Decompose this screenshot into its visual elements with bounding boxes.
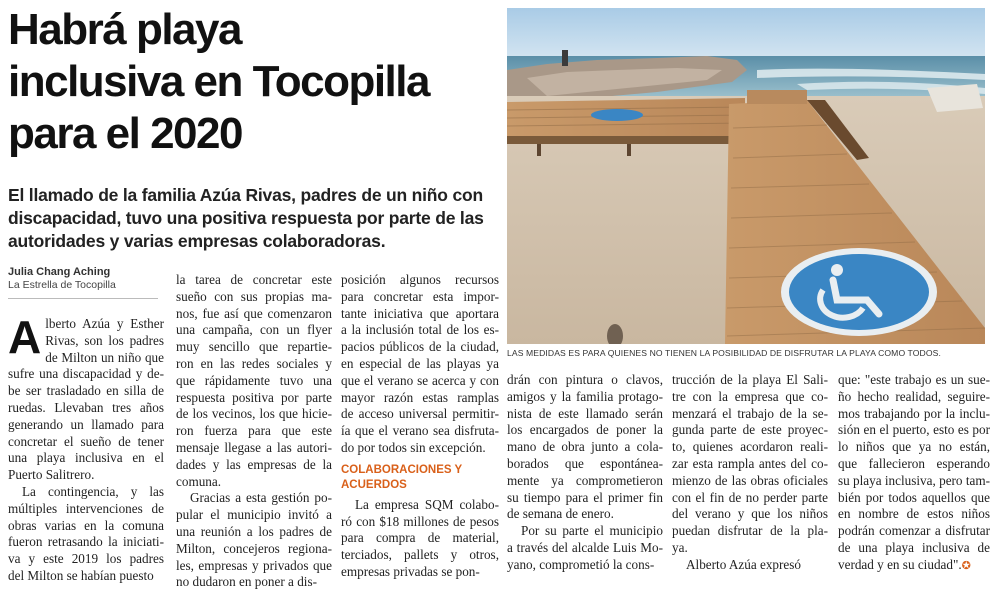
text-line: sufre una discapacidad y de- [8, 366, 164, 382]
section-subhead [341, 463, 499, 493]
sky [507, 8, 985, 63]
paragraph-lines [672, 557, 828, 574]
text-line: los encargados de poner la [507, 422, 663, 438]
text-line: borados que espontánea- [507, 455, 663, 471]
text-line: mos trabajando por la inclu- [838, 405, 990, 421]
text-line: posición algunos recursos [341, 272, 499, 287]
text-line: respuesta positiva por parte [176, 389, 332, 405]
text-line: una playa inclusiva en el [8, 450, 164, 466]
text-line: una reunión a los padres de [176, 523, 332, 539]
text-line: a través del alcalde Luis Mo- [507, 539, 663, 555]
text-line: ño hecho realidad, seguire- [838, 388, 990, 404]
accessibility-symbol-small [591, 109, 643, 121]
text-line: les, empresas y privados que [176, 557, 332, 573]
lead-paragraph [8, 184, 500, 253]
paragraph [176, 272, 332, 490]
paragraph [341, 272, 499, 457]
headline-line: Habrá playa [8, 5, 241, 54]
text-line: que rápidamente tuvo una [176, 372, 332, 388]
text-line: que: "este trabajo es un sue- [838, 372, 990, 387]
text-line: pular el municipio invitó a [176, 507, 332, 523]
text-line: La contingencia, y las [22, 483, 164, 499]
text-line: en nombre de estos niños [838, 506, 990, 522]
end-mark-icon: ✪ [961, 559, 971, 572]
article-column-3 [341, 272, 499, 581]
text-line: su playa inclusiva, pero tam- [838, 472, 990, 488]
text-line: tre con la empresa que co- [672, 388, 828, 404]
text-line: trucción de la playa El Sali- [672, 372, 828, 387]
text-line: nos, fue así que comenzaron [176, 305, 332, 321]
author-source: La Estrella de Tocopilla [8, 279, 116, 291]
accessibility-symbol-large [781, 248, 937, 336]
text-line: drán con pintura o clavos, [507, 372, 663, 387]
text-line: to, quienes acordaron reali- [672, 439, 828, 455]
headline [8, 4, 500, 160]
paragraph [507, 523, 663, 573]
article-column-5 [672, 372, 828, 574]
text-line: de Milton un niño que [45, 349, 164, 365]
text-line: comuna. [176, 473, 222, 489]
text-line: dades y las empresas de la [176, 456, 332, 472]
paragraph-lines [507, 372, 663, 523]
beach-ramp-photo [507, 8, 985, 344]
text-line: de una playa inclusiva de [838, 539, 990, 555]
text-line: que fallecieron esperando [838, 455, 990, 471]
text-line: mayor razón estas ramplas [341, 389, 499, 405]
text-line: do por todos sin excepción. [341, 439, 486, 455]
text-line: ron fuerza para que este [176, 423, 332, 439]
text-line: ró con $18 millones de pesos [341, 513, 499, 529]
text-line: ya. [672, 539, 688, 555]
subhead-line: ACUERDOS [341, 478, 407, 491]
text-line: terciados, pallets y otros, [341, 547, 499, 563]
paragraph [176, 490, 332, 591]
text-line: de acceso universal permitir- [341, 406, 499, 422]
text-line: su tiempo para el primer fin [507, 489, 663, 505]
lead-line: autoridades y varias empresas colaboradoras. [8, 231, 386, 251]
text-line: con el fin de no perder parte [672, 489, 828, 505]
text-line: mienzo de las obras oficiales [672, 472, 828, 488]
text-line: zar esta rampla antes del co- [672, 455, 828, 471]
paragraph [8, 311, 164, 484]
text-line: Milton, concejeros regiona- [176, 540, 332, 556]
paragraph-lines [176, 490, 332, 591]
text-line: múltiples intervenciones de [8, 500, 164, 516]
text-line: gunda parte de este proyec- [672, 422, 828, 438]
drop-cap: A [8, 311, 42, 363]
photo-caption: LAS MEDIDAS ES PARA QUIENES NO TIENEN LA POSIBILIDAD DE DISFRUTAR LA PLAYA COMO TODOS. [507, 348, 941, 358]
text-line: lberto Azúa y Esther [45, 316, 164, 331]
text-line: en especial de las playas ya [341, 355, 499, 371]
paragraph [8, 484, 164, 585]
article-photo [507, 8, 985, 344]
text-line: pacios públicos de la ciudad, [341, 339, 499, 355]
headline-line: para el 2020 [8, 109, 242, 158]
text-line: una campaña, con un flyer [176, 322, 332, 338]
text-line: amigos y la familia protago- [507, 388, 663, 404]
author-name: Julia Chang Aching [8, 266, 111, 278]
text-line: Alberto Azúa expresó [686, 556, 801, 572]
text-line: be ser trasladado en silla de [8, 383, 164, 399]
text-line: fueron retrasando la iniciati- [8, 534, 164, 550]
text-line: para compra de material, [341, 530, 499, 546]
text-line: Por su parte el municipio [521, 523, 663, 539]
text-line: nista de este llamado serán [507, 405, 663, 421]
beach-chair [927, 84, 983, 112]
text-line: sueño con sus propias ma- [176, 288, 332, 304]
text-line: puedan disfrutar de la pla- [672, 523, 828, 539]
text-line: muy sencillo que repartie- [176, 339, 332, 355]
text-line: ruedas. Llevaban tres años [8, 399, 164, 415]
text-line: sión en el puerto, esto es por [838, 422, 990, 438]
text-line: obras varias en la comuna [8, 517, 164, 533]
text-line: la tarea de concretar este [176, 272, 332, 287]
text-line: no dudaron en poner a dis- [176, 574, 317, 590]
text-line: tante iniciativa que aportara [341, 305, 499, 321]
text-line: Gracias a esta gestión po- [190, 490, 332, 506]
paragraph-lines [838, 372, 990, 575]
article-column-1 [8, 311, 164, 585]
text-line: empresas privadas se pon- [341, 563, 480, 579]
text-line: mente ya comprometieron [507, 472, 663, 488]
paragraph-lines [8, 484, 164, 585]
lead-line: El llamado de la familia Azúa Rivas, padres de un niño con [8, 185, 483, 205]
article-column-6 [838, 372, 990, 575]
paragraph-lines [507, 523, 663, 573]
text-line: va y este 2019 los padres [8, 551, 164, 567]
text-line: que el verano se acerca y con [341, 372, 499, 388]
text-line: lo niños que ya no están, [838, 439, 990, 455]
text-line: generando un llamado para [8, 416, 164, 432]
text-line: del verano y que los niños [672, 506, 828, 522]
paragraph-lines [341, 497, 499, 581]
text-line: mensaje llegase a las autori- [176, 439, 332, 455]
paragraph [838, 372, 990, 575]
text-line: del Milton se habían puesto [8, 567, 154, 583]
text-line: yano, comprometió la cons- [507, 556, 655, 572]
paragraph-lines [176, 272, 332, 490]
article-column-4 [507, 372, 663, 574]
text-line: verdad y en su ciudad".✪ [838, 556, 971, 572]
paragraph [672, 557, 828, 574]
text-line: ía que el verano sea disfruta- [341, 423, 499, 439]
paragraph [507, 372, 663, 523]
text-line: Rivas, son los padres [45, 332, 164, 348]
text-line: a la inclusión total de los es- [341, 322, 499, 338]
text-line: ron en las redes sociales y [176, 355, 332, 371]
text-line: para concretar esta impor- [341, 288, 499, 304]
text-line: bién por todos aquellos que [838, 489, 990, 505]
subhead-line: COLABORACIONES Y [341, 463, 463, 476]
text-line: podrán comenzar a disfrutar [838, 523, 990, 539]
article-column-2 [176, 272, 332, 591]
text-line: mano de obra junto a cola- [507, 439, 663, 455]
text-line: de semana de enero. [507, 506, 614, 522]
paragraph [341, 497, 499, 581]
text-line: La empresa SQM colabo- [355, 496, 499, 512]
paragraph-lines [341, 272, 499, 457]
paragraph [672, 372, 828, 557]
bench [747, 90, 807, 104]
lead-line: discapacidad, tuvo una positiva respuesta por parte de las [8, 208, 484, 228]
text-line: menzará el trabajo de la se- [672, 405, 828, 421]
text-line: Puerto Salitrero. [8, 467, 95, 483]
text-line: concretar el sueño de tener [8, 433, 164, 449]
headline-line: inclusiva en Tocopilla [8, 57, 429, 106]
text-line: de los vecinos, los que hicie- [176, 406, 332, 422]
paragraph-lines [672, 372, 828, 557]
byline-divider [8, 298, 158, 299]
byline [8, 266, 158, 299]
